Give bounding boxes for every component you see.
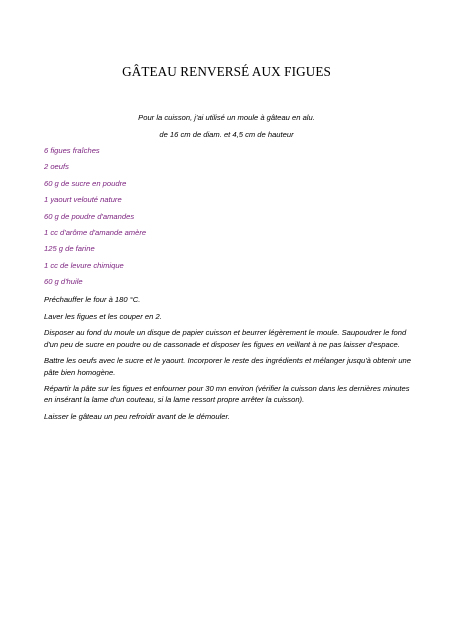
ingredient-list: [44, 146, 146, 294]
ingredient-item: 1 cc d'arôme d'amande amère: [44, 227, 147, 237]
instruction-list: [44, 294, 416, 428]
page-title: GÂTEAU RENVERSÉ AUX FIGUES: [122, 64, 331, 79]
ingredient-item: 60 g d'huile: [44, 277, 83, 287]
instruction-step: Disposer au fond du moule un disque de papier cuisson et beurrer légèrement le moule. Saupoudrer le fond d'un peu de sucre en poudre ou de cassonade et disposer les figues en veillant à ne pas laisser d'espace.: [44, 328, 407, 349]
ingredient-item: 60 g de poudre d'amandes: [44, 211, 135, 221]
ingredient-item: 1 cc de levure chimique: [44, 260, 124, 270]
ingredient-item: 2 oeufs: [44, 162, 69, 172]
instruction-step: Répartir la pâte sur les figues et enfourner pour 30 mn environ (vérifier la cuisson dans les dernières minutes en insérant la lame d'un couteau, si la lame ressort propre arrêter la cuisson).: [44, 384, 410, 405]
intro-line: Pour la cuisson, j'ai utilisé un moule à gâteau en alu.: [138, 113, 315, 122]
ingredient-item: 60 g de sucre en poudre: [44, 178, 127, 188]
instruction-step: Préchauffer le four à 180 °C.: [44, 295, 141, 304]
intro-line: de 16 cm de diam. et 4,5 cm de hauteur: [159, 130, 294, 139]
ingredient-item: 6 figues fraîches: [44, 146, 100, 155]
instruction-step: Laisser le gâteau un peu refroidir avant de le démouler.: [44, 412, 230, 422]
instruction-step: Battre les oeufs avec le sucre et le yaourt. Incorporer le reste des ingrédients et mélanger jusqu'à obtenir une pâte bien homogène.: [44, 356, 411, 377]
ingredient-item: 1 yaourt velouté nature: [44, 195, 122, 205]
instruction-step: Laver les figues et les couper en 2.: [44, 311, 162, 321]
ingredient-item: 125 g de farine: [44, 244, 95, 254]
